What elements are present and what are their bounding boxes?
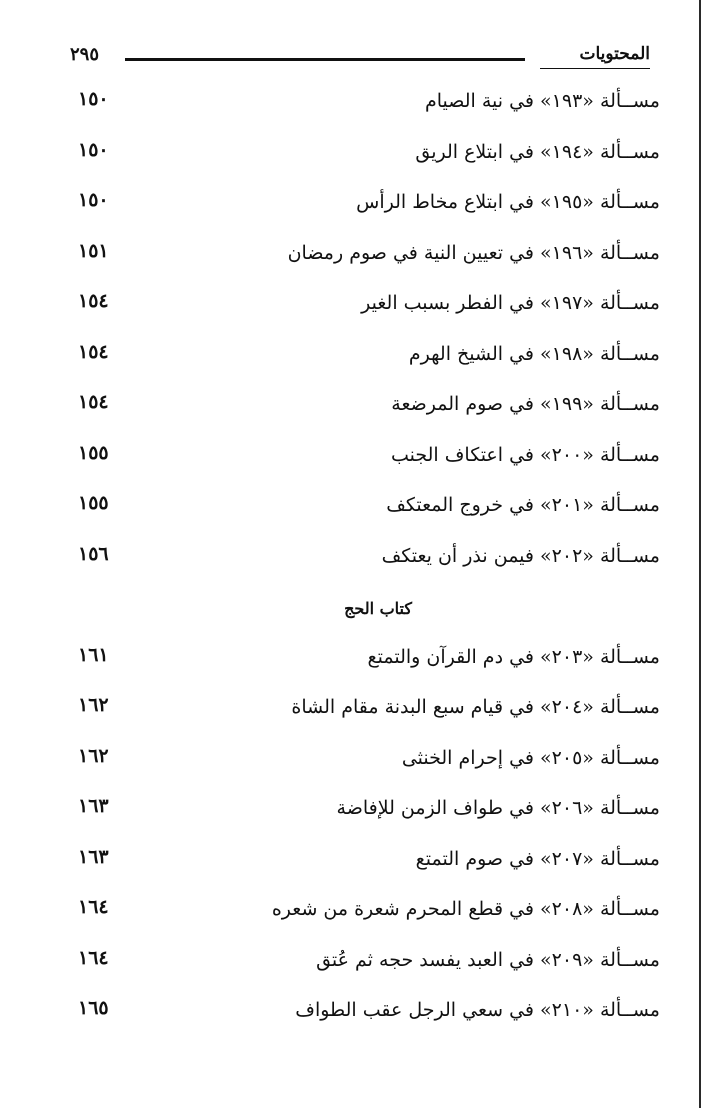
page-edge-line (699, 0, 701, 1108)
toc-entry-page-number: ١٥٥ (78, 492, 109, 514)
page-number: ٢٩٥ (70, 44, 100, 65)
section-heading (70, 585, 660, 636)
toc-entry[interactable] (70, 838, 660, 889)
section-title: كتاب الحج (344, 599, 412, 618)
toc-entry-title: مســألة «٢٠٢» فيمن نذر أن يعتكف (381, 544, 660, 567)
toc-entry-title: مســألة «٢٠٧» في صوم التمتع (415, 847, 660, 870)
toc-entry-page-number: ١٦٤ (78, 946, 109, 969)
toc-entry-title: مســألة «٢٠٤» في قيام سبع البدنة مقام الشاة (291, 696, 660, 718)
toc-entry-title: مســألة «٢٠٦» في طواف الزمن للإفاضة (336, 797, 660, 819)
toc-entry[interactable] (70, 282, 660, 333)
toc-entry-title: مســألة «٢١٠» في سعي الرجل عقب الطواف (295, 999, 660, 1021)
toc-entry-page-number: ١٦١ (78, 643, 109, 666)
toc-entry-title: مســألة «٢٠٥» في إحرام الخنثى (401, 746, 660, 769)
toc-entry[interactable] (70, 383, 660, 434)
toc-entry-page-number: ١٥٠ (78, 88, 109, 110)
toc-entry-title: مســألة «١٩٧» في الفطر بسبب الغير (361, 292, 660, 314)
toc-entry[interactable] (70, 80, 660, 131)
toc-entry[interactable] (70, 888, 660, 939)
running-title-underline (540, 68, 650, 69)
toc-entry-page-number: ١٥٦ (78, 542, 109, 565)
table-of-contents (70, 80, 660, 1040)
toc-entry-page-number: ١٥٥ (78, 441, 109, 464)
toc-entry[interactable] (70, 484, 660, 535)
toc-entry[interactable] (70, 737, 660, 788)
toc-entry-title: مســألة «١٩٨» في الشيخ الهرم (408, 342, 660, 365)
toc-entry-title: مســألة «١٩٩» في صوم المرضعة (391, 393, 660, 415)
toc-entry-title: مســألة «٢٠١» في خروج المعتكف (386, 494, 660, 516)
toc-entry-page-number: ١٥٤ (78, 340, 109, 363)
toc-entry[interactable] (70, 333, 660, 384)
toc-entry-title: مســألة «٢٠٠» في اعتكاف الجنب (390, 443, 660, 466)
toc-entry[interactable] (70, 636, 660, 687)
toc-entry[interactable] (70, 232, 660, 283)
toc-entry-page-number: ١٦٣ (78, 795, 109, 817)
running-title: المحتويات (579, 44, 650, 64)
toc-entry-page-number: ١٦٢ (78, 694, 109, 716)
toc-entry[interactable] (70, 434, 660, 485)
toc-entry-page-number: ١٥٤ (78, 391, 109, 413)
toc-entry-title: مســألة «٢٠٩» في العبد يفسد حجه ثم عُتق (316, 948, 660, 971)
toc-entry-page-number: ١٥٠ (78, 138, 109, 161)
page-header (70, 44, 650, 76)
toc-entry[interactable] (70, 131, 660, 182)
toc-entry[interactable] (70, 787, 660, 838)
toc-entry-page-number: ١٥٠ (78, 189, 109, 211)
toc-entry-page-number: ١٦٣ (78, 845, 109, 868)
toc-entry-page-number: ١٥٤ (78, 290, 109, 312)
toc-entry-title: مســألة «٢٠٨» في قطع المحرم شعرة من شعره (271, 898, 660, 920)
toc-entry-page-number: ١٦٤ (78, 896, 109, 918)
header-rule (125, 58, 525, 61)
toc-entry[interactable] (70, 535, 660, 586)
toc-entry-page-number: ١٦٢ (78, 744, 109, 767)
toc-entry-page-number: ١٦٥ (78, 997, 109, 1019)
toc-entry[interactable] (70, 181, 660, 232)
toc-entry-title: مســألة «١٩٣» في نية الصيام (424, 90, 660, 112)
toc-entry-title: مســألة «٢٠٣» في دم القرآن والتمتع (367, 645, 660, 668)
toc-entry-page-number: ١٥١ (78, 239, 109, 262)
toc-entry-title: مســألة «١٩٥» في ابتلاع مخاط الرأس (356, 191, 660, 213)
toc-entry-title: مســألة «١٩٦» في تعيين النية في صوم رمضان (287, 241, 660, 264)
toc-entry[interactable] (70, 989, 660, 1040)
toc-entry[interactable] (70, 686, 660, 737)
toc-entry[interactable] (70, 939, 660, 990)
toc-entry-title: مســألة «١٩٤» في ابتلاع الريق (415, 140, 660, 163)
